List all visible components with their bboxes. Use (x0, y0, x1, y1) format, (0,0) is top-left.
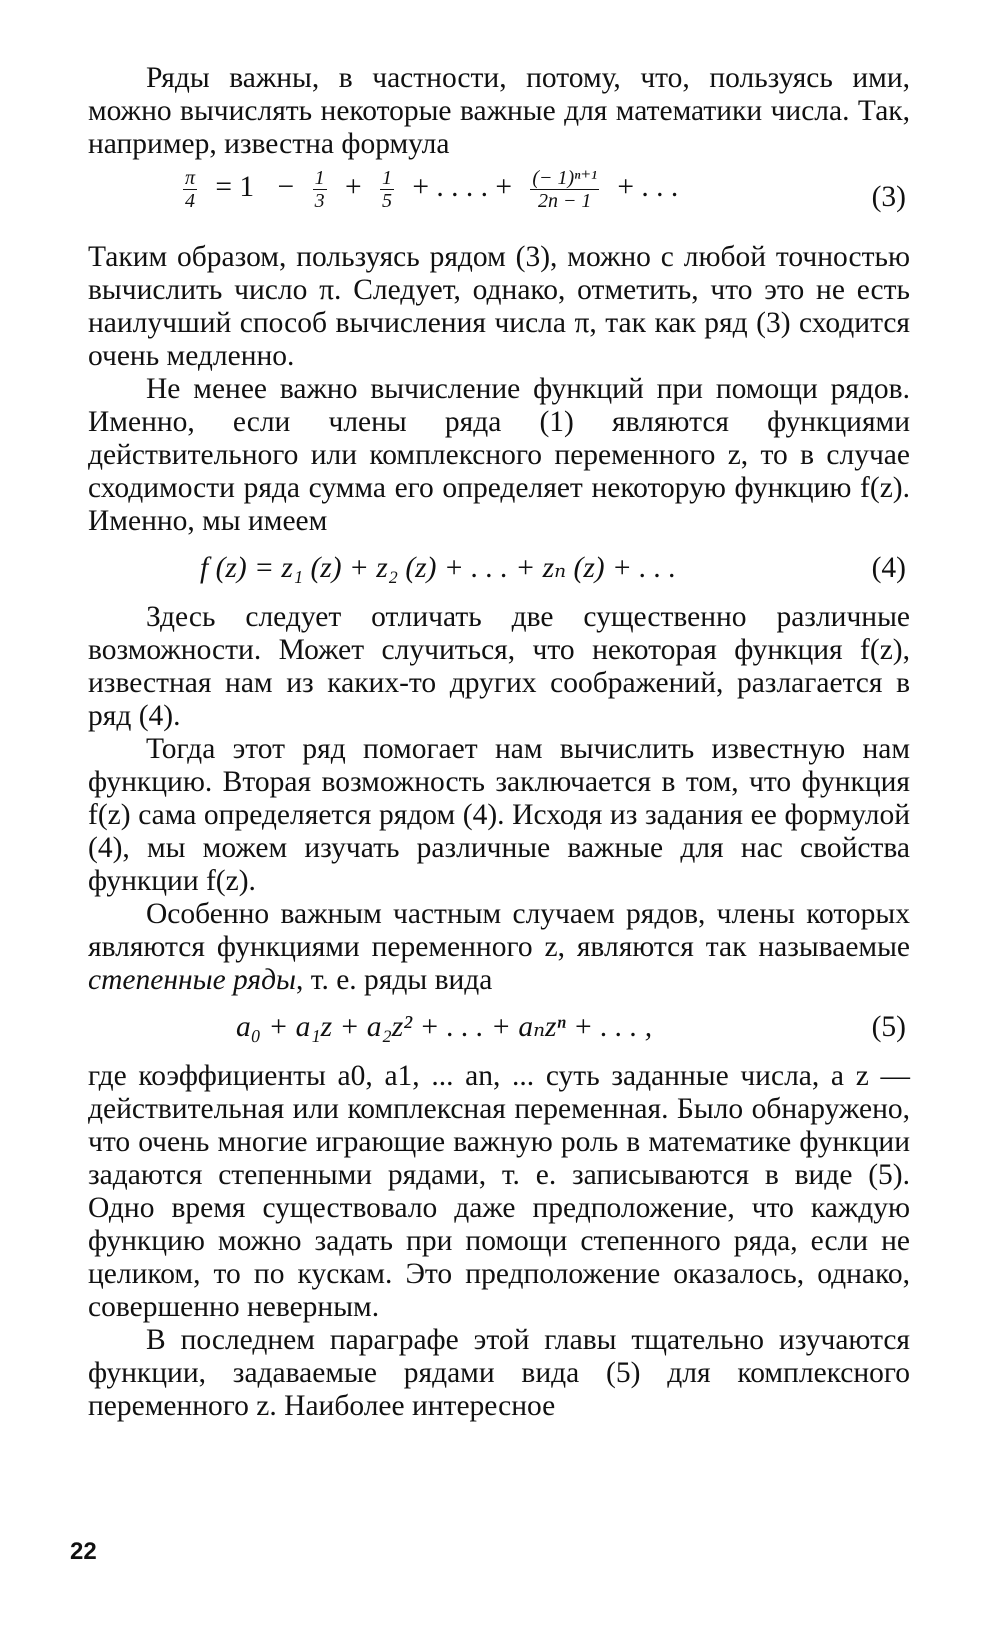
formula-3-plus: + (344, 171, 362, 204)
formula-3-minus: − (277, 171, 295, 204)
text-block (88, 62, 910, 1423)
formula-4-number: (4) (871, 552, 906, 584)
formula-3-term1-denominator: 3 (314, 190, 325, 212)
formula-3-lhs-numerator: π (185, 167, 196, 189)
paragraph-3: Не менее важно вычисление функций при помощи рядов. Именно, если члены ряда (1) являются функциями действительного или комплексного переменного z, то в случае сходимости ряда сумма его определяет некоторую функцию f(z). Именно, мы имеем (88, 373, 910, 537)
formula-5-number: (5) (871, 1011, 906, 1043)
paragraph-7: где коэффициенты a0, a1, ... an, ... суть заданные числа, а z — действительная или комплексная переменная. Было обнаружено, что очень многие играющие важную роль в математике функции задаются степенными рядами, т. е. записываются в виде (5). Одно время существовало даже предположение, что каждую функцию можно задать при помощи степенного ряда, если не целиком, то по кускам. Это предположение оказалось, однако, совершенно неверным. (88, 1060, 910, 1323)
formula-3 (88, 167, 910, 231)
paragraph-6 (88, 898, 910, 997)
formula-5-expression: a₀ + a₁z + a₂z² + . . . + aₙzⁿ + . . . , (236, 1011, 653, 1043)
formula-5 (88, 1011, 910, 1044)
formula-3-lhs-denominator: 4 (185, 190, 196, 212)
paragraph-6-end: , т. е. ряды вида (296, 964, 493, 996)
formula-3-term1-numerator: 1 (314, 167, 325, 189)
formula-3-tail: + . . . (617, 171, 679, 204)
formula-3-general-numerator: (− 1)ⁿ⁺¹ (532, 167, 598, 189)
formula-3-number: (3) (871, 181, 906, 213)
paragraph-1: Ряды важны, в частности, потому, что, пользуясь ими, можно вычислять некоторые важные для математики числа. Так, например, известна формула (88, 62, 910, 160)
paragraph-5: Тогда этот ряд помогает нам вычислить известную нам функцию. Вторая возможность заключается в том, что функция f(z) сама определяется рядом (4). Исходя из задания ее формулой (4), мы можем изучать различные важные для нас свойства функции f(z). (88, 733, 910, 897)
page-number: 22 (70, 1538, 97, 1565)
formula-3-equals-one: = 1 (215, 171, 255, 204)
paragraph-2: Таким образом, пользуясь рядом (3), можно с любой точностью вычислить число π. Следует, однако, отметить, что это не есть наилучший способ вычисления числа π, так как ряд (3) сходится очень медленно. (88, 241, 910, 372)
formula-3-term2-denominator: 5 (381, 190, 392, 212)
paragraph-4: Здесь следует отличать две существенно различные возможности. Может случиться, что некоторая функция f(z), известная нам из каких-то других соображений, разлагается в ряд (4). (88, 601, 910, 732)
formula-4-expression: f (z) = z₁ (z) + z₂ (z) + . . . + zₙ (z) + . . . (200, 552, 677, 584)
paragraph-8: В последнем параграфе этой главы тщательно изучаются функции, задаваемые рядами вида (5) для комплексного переменного z. Наиболее интересное (88, 1324, 910, 1422)
formula-3-ellipsis: + . . . . + (412, 171, 512, 204)
paragraph-6-start: Особенно важным частным случаем рядов, члены которых являются функциями переменного z, являются так называемые (88, 898, 910, 963)
formula-4 (88, 552, 910, 585)
formula-3-term2-numerator: 1 (381, 167, 392, 189)
formula-3-general-denominator: 2n − 1 (537, 190, 592, 212)
term-power-series: степенные ряды (88, 964, 297, 996)
